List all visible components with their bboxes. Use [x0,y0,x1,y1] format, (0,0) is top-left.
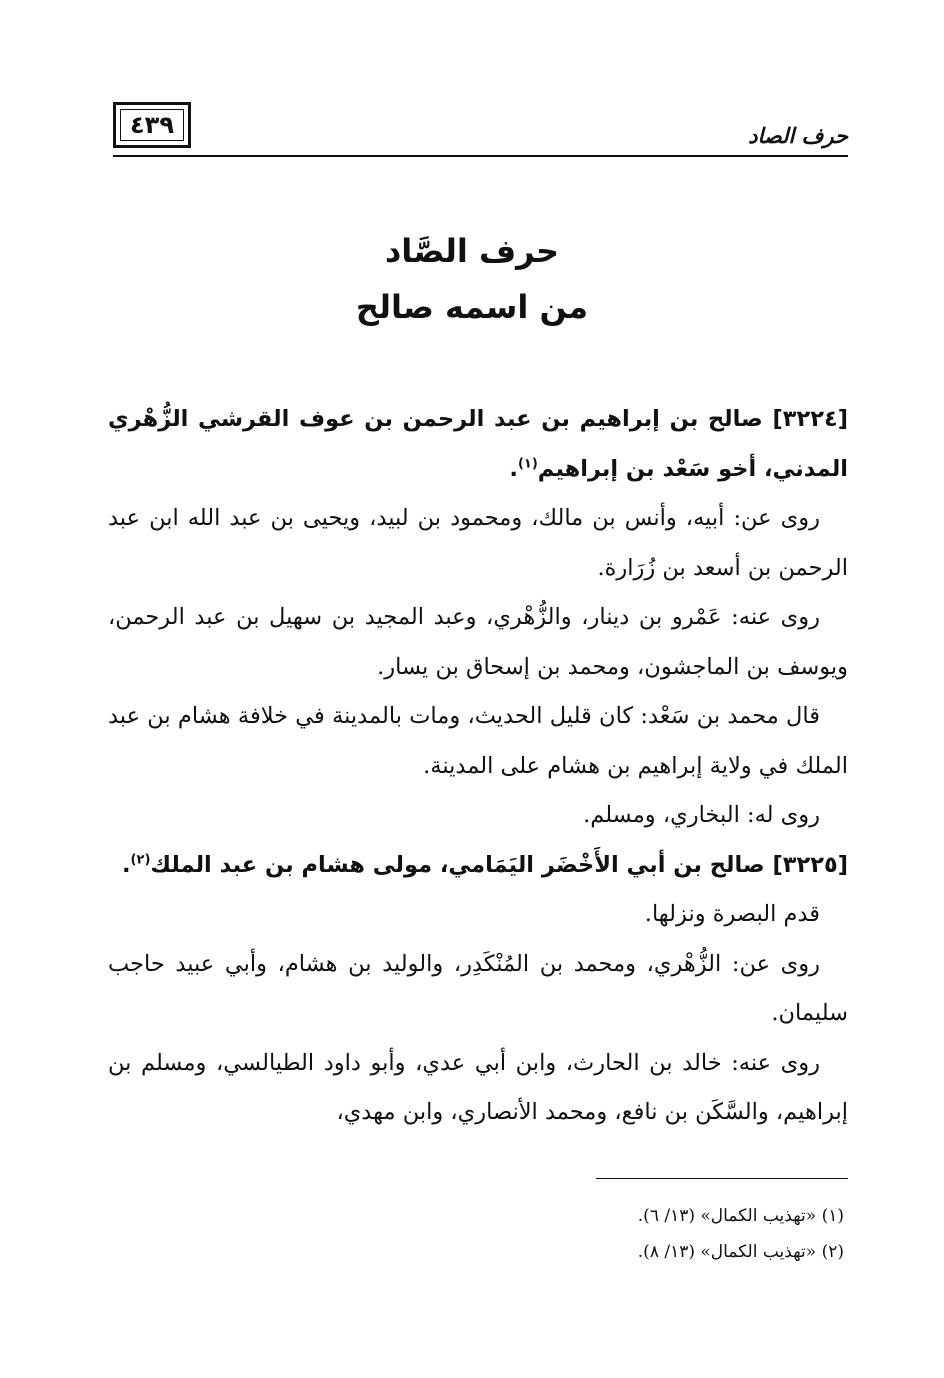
footnote: (١) «تهذيب الكمال» (١٣/ ٦). [637,1206,844,1226]
paragraph: روى عنه: عَمْرو بن دينار، والزُّهْري، وعبد المجيد بن سهيل بن عبد الرحمن، ويوسف بن الماجشون، ومحمد بن إسحاق بن يسار. [108,604,848,680]
page-number: ٤٣٩ [113,102,191,148]
header-rule [113,155,848,157]
running-title: حرف الصاد [748,124,848,148]
footnotes [638,1198,844,1270]
paragraph: روى عنه: خالد بن الحارث، وابن أبي عدي، وأبو داود الطيالسي، ومسلم بن إبراهيم، والسَّكَن بن نافع، ومحمد الأنصاري، وابن مهدي، [108,1049,848,1125]
chapter-title: حرف الصَّاد [384,232,560,270]
footnote: (٢) «تهذيب الكمال» (١٣/ ٨). [637,1242,844,1262]
entry-heading: [٣٢٢٤] صالح بن إبراهيم بن عبد الرحمن بن عوف القرشي الزُّهْري المدني، أخو سَعْد بن إبراهيم$^{(١)}$. [108,406,848,482]
paragraph: روى عن: أبيه، وأنس بن مالك، ومحمود بن لبيد، ويحيى بن عبد الله ابن عبد الرحمن بن أسعد بن زُرَارة. [108,505,848,581]
paragraph: قدم البصرة ونزلها. [644,901,820,927]
footnote-mark[interactable]: (١) [517,456,538,471]
footnote-rule [596,1178,848,1179]
paragraph: روى له: البخاري، ومسلم. [583,802,820,828]
section-title: من اسمه صالح [355,288,589,326]
paragraph: قال محمد بن سَعْد: كان قليل الحديث، ومات بالمدينة في خلافة هشام بن عبد الملك في ولاية إبراهيم بن هشام على المدينة. [108,703,848,779]
footnote-mark[interactable]: (٢) [130,852,151,867]
paragraph: روى عن: الزُّهْري، ومحمد بن المُنْكَدِر، والوليد بن هشام، وأبي عبيد حاجب سليمان. [108,950,848,1026]
entry-heading: [٣٢٢٥] صالح بن أبي الأَخْضَر اليَمَامي، مولى هشام بن عبد الملك$^{(٢)}$. [121,851,848,878]
main-text [108,395,848,1138]
